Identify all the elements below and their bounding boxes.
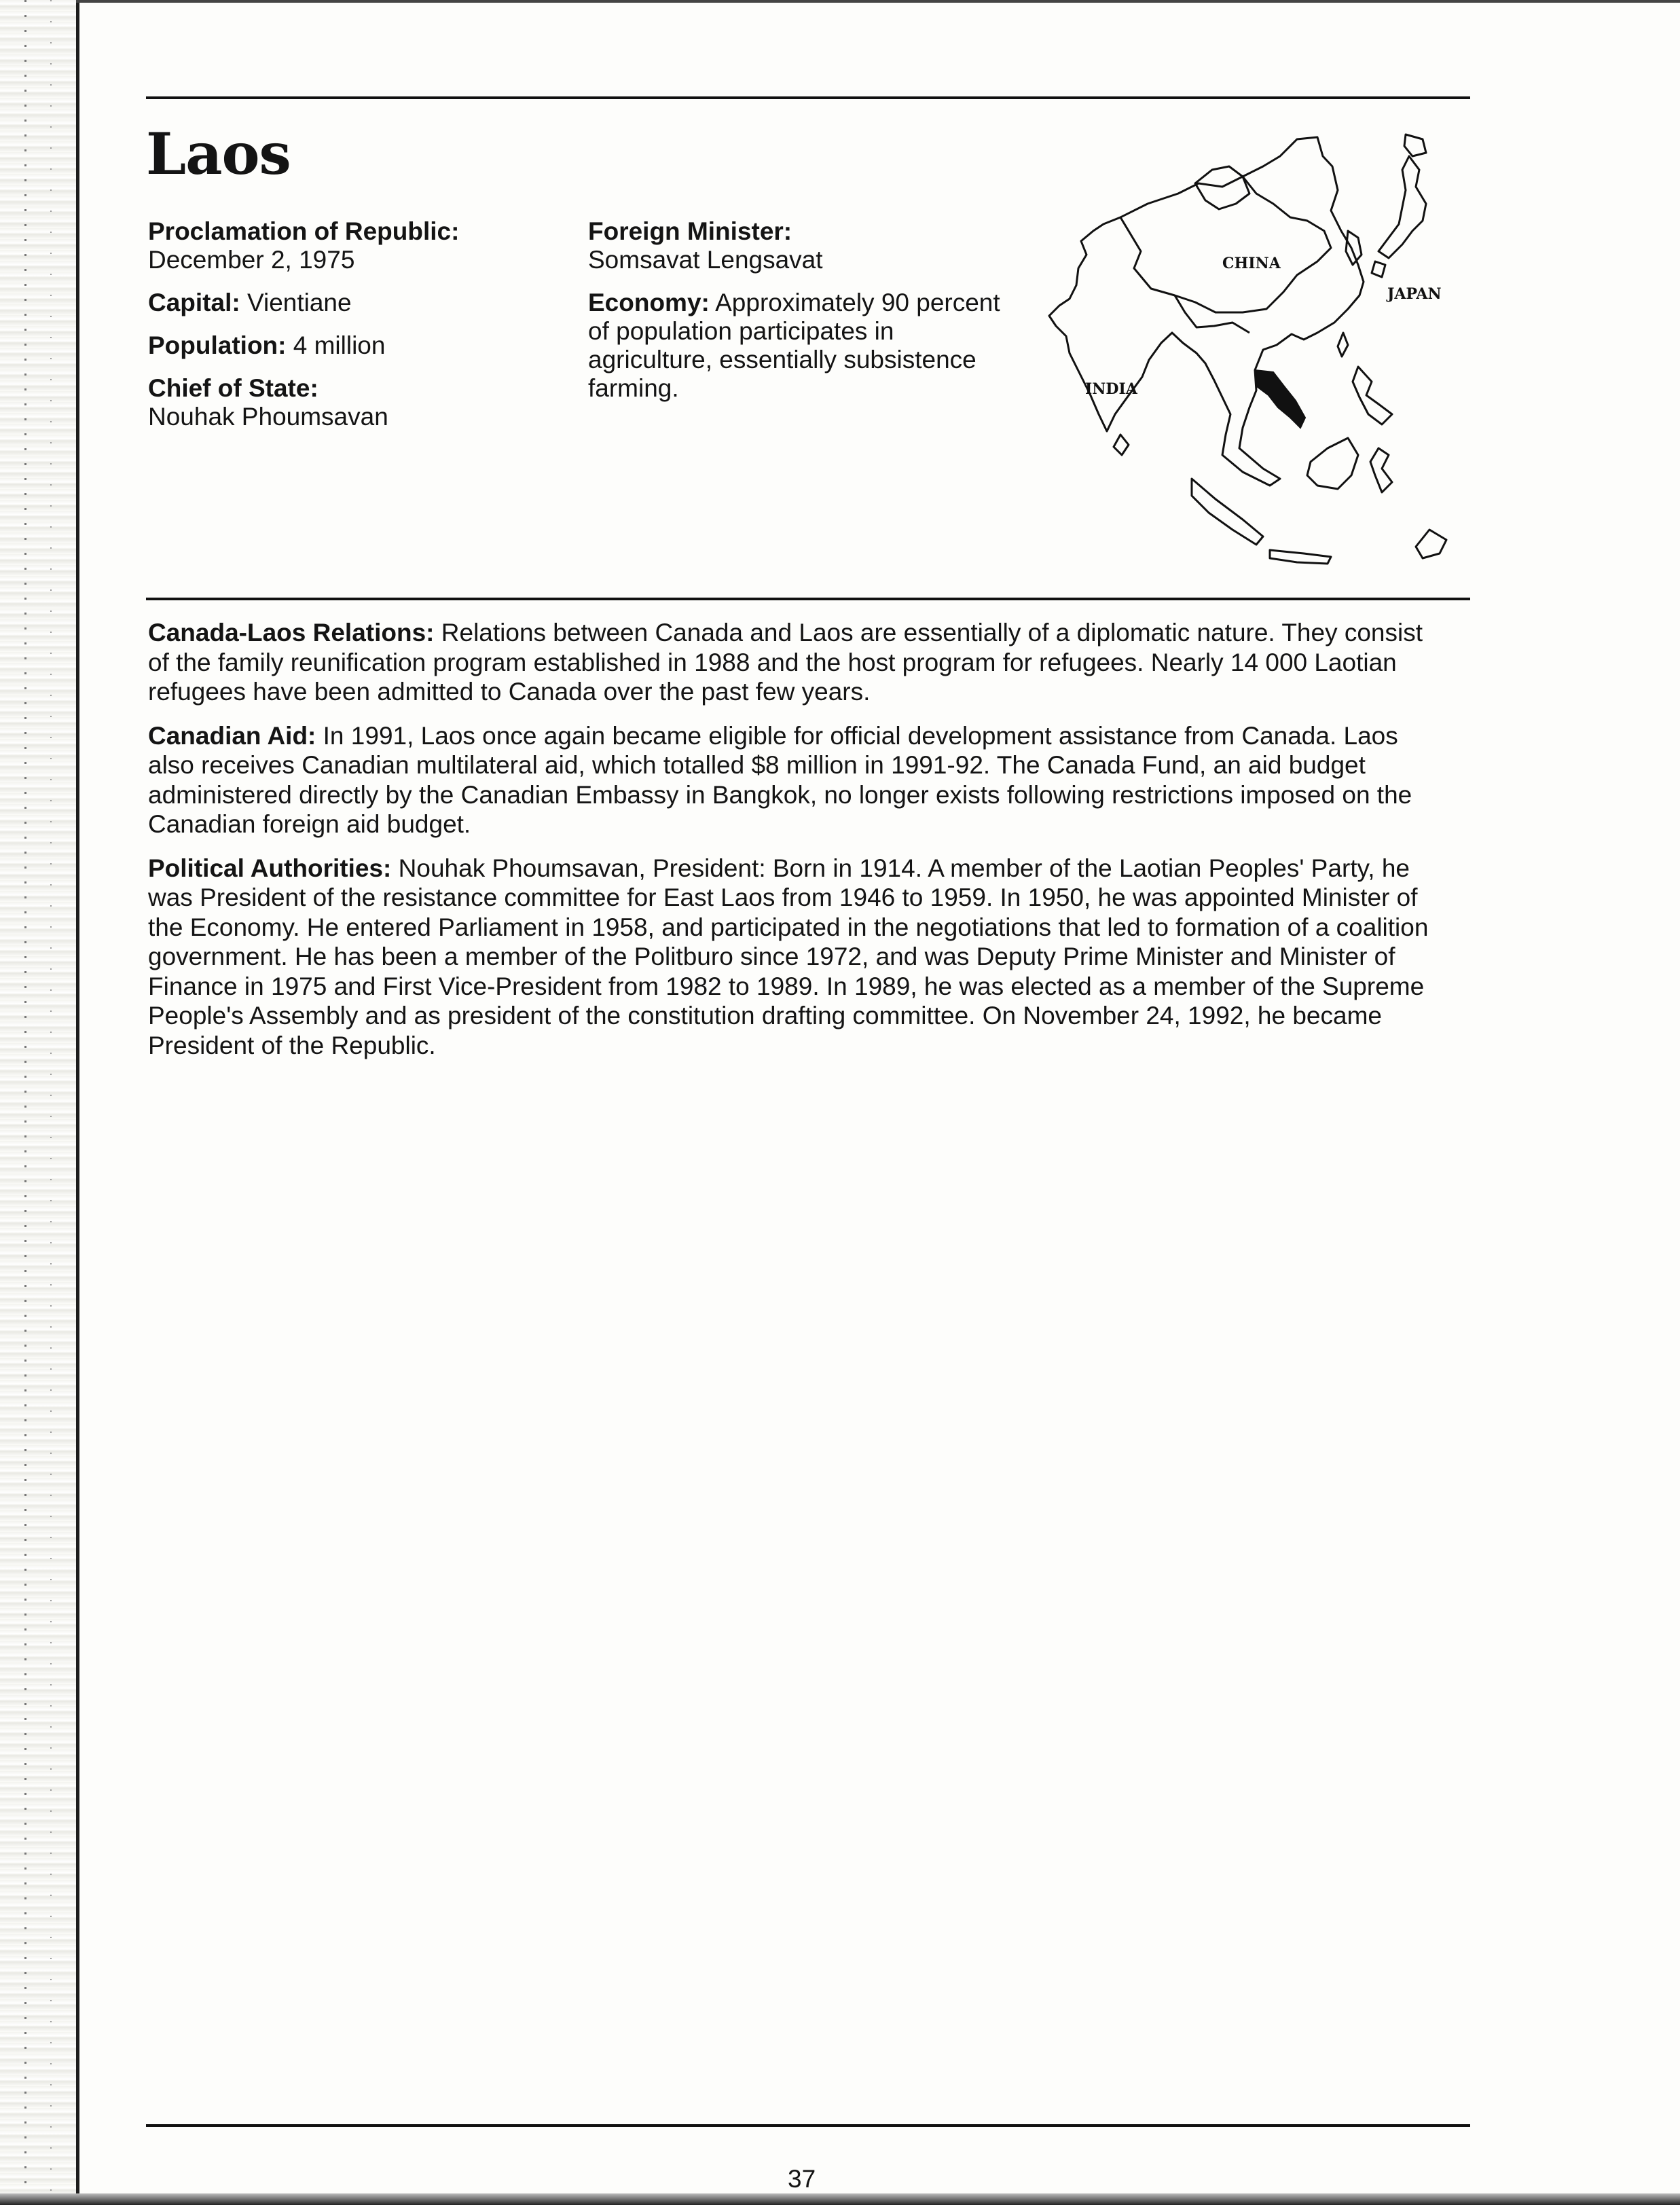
sumatra-outline <box>1192 479 1263 545</box>
sri-lanka-outline <box>1114 435 1129 455</box>
new-guinea-outline <box>1416 530 1446 558</box>
fact-chief-of-state <box>148 374 583 431</box>
philippines-outline <box>1353 367 1392 424</box>
paragraph-text: Relations between Canada and Laos are essentially of a diplomatic nature. They consist of the family reunification program established in 1988 and the host program for refugees. Nearly 14 000 Laotian refugees have been admitted to Canada over the past few years. <box>148 619 1423 706</box>
fact-label: Proclamation of Republic: <box>148 217 460 245</box>
section-rule <box>146 598 1470 600</box>
body-text <box>148 618 1442 1074</box>
paragraph-political-authorities <box>148 854 1442 1061</box>
facts-left-column <box>148 217 583 445</box>
fact-value: Vientiane <box>246 289 352 316</box>
borneo-outline <box>1307 438 1358 489</box>
fact-foreign-minister <box>588 217 1023 274</box>
fact-value: Nouhak Phoumsavan <box>148 403 388 431</box>
scan-binding-edge <box>0 0 79 2205</box>
asia-locator-map <box>1039 129 1467 581</box>
fact-label: Chief of State: <box>148 374 318 402</box>
fact-label: Economy: <box>588 289 710 316</box>
japan-honshu-outline <box>1378 156 1426 258</box>
fact-label: Capital: <box>148 289 240 316</box>
fact-value: Somsavat Lengsavat <box>588 246 823 274</box>
china-south-border <box>1175 295 1249 333</box>
page-title: Laos <box>146 120 291 187</box>
scan-bottom-edge <box>0 2193 1680 2205</box>
map-label-japan: JAPAN <box>1387 285 1442 303</box>
map-label-china: CHINA <box>1222 255 1281 272</box>
fact-value: December 2, 1975 <box>148 246 355 274</box>
paragraph-label: Canadian Aid: <box>148 721 316 750</box>
fact-capital <box>148 289 583 317</box>
japan-hokkaido-outline <box>1404 134 1426 156</box>
paragraph-label: Political Authorities: <box>148 854 392 882</box>
fact-label: Population: <box>148 331 287 359</box>
fact-population <box>148 331 583 360</box>
top-rule <box>146 96 1470 99</box>
paragraph-canada-laos-relations <box>148 618 1442 707</box>
china-region-outline <box>1120 177 1331 312</box>
laos-highlight <box>1255 370 1305 428</box>
java-outline <box>1270 550 1331 564</box>
taiwan-outline <box>1338 333 1348 357</box>
paragraph-text: In 1991, Laos once again became eligible for official development assistance from Canada. Laos also receives Canadian multilateral aid, which totalled $8 million in 1991-92. The Canada Fund, an aid budget administered directly by the Canadian Embassy in Bangkok, no longer exists following restrictions imposed on the Canadian foreign aid budget. <box>148 721 1412 838</box>
fact-label: Foreign Minister: <box>588 217 792 245</box>
fact-economy <box>588 289 1023 403</box>
scan-top-edge <box>76 0 1680 3</box>
mainland-asia-outline <box>1049 137 1364 486</box>
sulawesi-outline <box>1370 448 1392 492</box>
japan-kyushu-outline <box>1372 261 1385 277</box>
fact-proclamation <box>148 217 583 274</box>
fact-value: 4 million <box>293 331 386 359</box>
facts-right-column <box>588 217 1023 417</box>
asia-map-svg <box>1039 129 1467 581</box>
fact-value: Approximately 90 percent of population participates in agriculture, essentially subsistence farming. <box>588 289 1000 402</box>
korea-outline <box>1346 231 1362 265</box>
paragraph-label: Canada-Laos Relations: <box>148 619 435 646</box>
map-label-india: INDIA <box>1085 380 1137 398</box>
page-number: 37 <box>788 2165 816 2193</box>
paragraph-text: Nouhak Phoumsavan, President: Born in 1914. A member of the Laotian Peoples' Party, he was President of the resistance committee for East Laos from 1946 to 1959. In 1950, he was appointed Minister of the Economy. He entered Parliament in 1958, and participated in the negotiations that led to formation of a coalition government. He has been a member of the Politburo since 1972, and was Deputy Prime Minister and Minister of Finance in 1975 and First Vice-President from 1982 to 1989. In 1989, he was elected as a member of the Supreme People's Assembly and as president of the constitution drafting committee. On November 24, 1992, he became President of the Republic. <box>148 854 1429 1059</box>
paragraph-canadian-aid <box>148 721 1442 839</box>
footer-rule <box>146 2124 1470 2127</box>
